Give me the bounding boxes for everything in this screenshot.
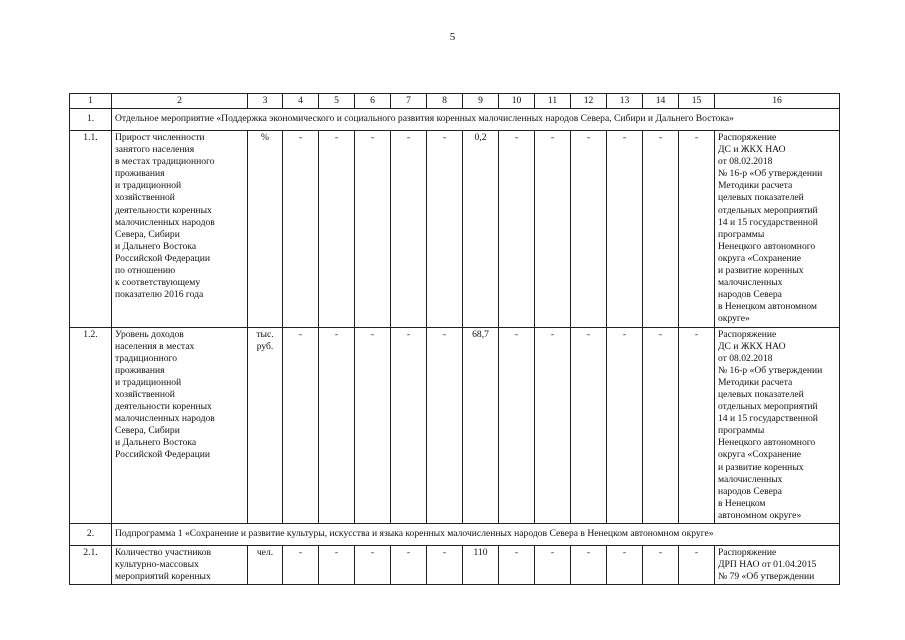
value-cell: -	[607, 546, 643, 585]
section-title: Подпрограмма 1 «Сохранение и развитие культуры, искусства и языка коренных малочисленных народов Севера в Ненецком автономном округе»	[112, 524, 840, 546]
row-number: 2.1.	[70, 546, 112, 585]
column-number: 13	[607, 94, 643, 109]
column-number: 6	[355, 94, 391, 109]
value-cell: -	[535, 546, 571, 585]
value-cell: -	[427, 546, 463, 585]
value-cell: -	[283, 131, 319, 328]
section-number: 2.	[70, 524, 112, 546]
value-cell: -	[571, 327, 607, 524]
value-cell: -	[499, 546, 535, 585]
table-row	[70, 546, 840, 585]
value-cell: -	[355, 131, 391, 328]
value-cell: 110	[463, 546, 499, 585]
value-cell: -	[643, 131, 679, 328]
column-number: 3	[248, 94, 283, 109]
value-cell: -	[499, 131, 535, 328]
value-cell: -	[535, 131, 571, 328]
table-row	[70, 327, 840, 524]
value-cell: 0,2	[463, 131, 499, 328]
value-cell: -	[571, 546, 607, 585]
value-cell: 68,7	[463, 327, 499, 524]
column-number: 1	[70, 94, 112, 109]
unit: %	[248, 131, 283, 328]
column-number: 14	[643, 94, 679, 109]
row-number: 1.1.	[70, 131, 112, 328]
column-number: 8	[427, 94, 463, 109]
column-number: 11	[535, 94, 571, 109]
column-number: 16	[715, 94, 840, 109]
column-number: 10	[499, 94, 535, 109]
column-number: 2	[112, 94, 248, 109]
value-cell: -	[607, 131, 643, 328]
page-number: 5	[449, 31, 456, 43]
value-cell: -	[319, 131, 355, 328]
indicator-name: Количество участников культурно-массовых мероприятий коренных	[112, 546, 248, 585]
section-title: Отдельное мероприятие «Поддержка экономического и социального развития коренных малочисленных народов Севера, Сибири и Дальнего Востока»	[112, 109, 840, 131]
indicator-name: Прирост численности занятого населения в местах традиционного проживания и традиционной хозяйственной деятельности коренных малочисленных народов Севера, Сибири и Дальнего Востока Российской Федерации по отношению к соответствующему показателю 2016 года	[112, 131, 248, 328]
table-row	[70, 131, 840, 328]
value-cell: -	[499, 327, 535, 524]
column-number: 15	[679, 94, 715, 109]
value-cell: -	[571, 131, 607, 328]
indicator-name: Уровень доходов населения в местах традиционного проживания и традиционной хозяйственной деятельности коренных малочисленных народов Севера, Сибири и Дальнего Востока Российской Федерации	[112, 327, 248, 524]
column-number: 4	[283, 94, 319, 109]
basis-document: Распоряжение ДС и ЖКХ НАО от 08.02.2018 № 16-р «Об утверждении Методики расчета целевых показателей отдельных мероприятий 14 и 15 государственной программы Ненецкого автономного округа «Сохранение и развитие коренных малочисленных народов Севера в Ненецком автономном округе»	[715, 131, 840, 328]
indicators-table	[69, 93, 840, 585]
value-cell: -	[679, 546, 715, 585]
value-cell: -	[427, 131, 463, 328]
column-number: 5	[319, 94, 355, 109]
value-cell: -	[391, 131, 427, 328]
value-cell: -	[283, 546, 319, 585]
row-number: 1.2.	[70, 327, 112, 524]
column-number: 9	[463, 94, 499, 109]
section-row	[70, 109, 840, 131]
column-number: 12	[571, 94, 607, 109]
value-cell: -	[679, 327, 715, 524]
value-cell: -	[679, 131, 715, 328]
value-cell: -	[607, 327, 643, 524]
value-cell: -	[643, 546, 679, 585]
value-cell: -	[643, 327, 679, 524]
unit: тыс. руб.	[248, 327, 283, 524]
basis-document: Распоряжение ДС и ЖКХ НАО от 08.02.2018 № 16-р «Об утверждении Методики расчета целевых показателей отдельных мероприятий 14 и 15 государственной программы Ненецкого автономного округа «Сохранение и развитие коренных малочисленных народов Севера в Ненецком автономном округе»	[715, 327, 840, 524]
value-cell: -	[427, 327, 463, 524]
value-cell: -	[355, 546, 391, 585]
section-row	[70, 524, 840, 546]
value-cell: -	[535, 327, 571, 524]
value-cell: -	[319, 546, 355, 585]
value-cell: -	[391, 546, 427, 585]
unit: чел.	[248, 546, 283, 585]
column-number: 7	[391, 94, 427, 109]
value-cell: -	[283, 327, 319, 524]
column-number-row	[70, 94, 840, 109]
value-cell: -	[355, 327, 391, 524]
section-number: 1.	[70, 109, 112, 131]
basis-document: Распоряжение ДРП НАО от 01.04.2015 № 79 «Об утверждении	[715, 546, 840, 585]
value-cell: -	[391, 327, 427, 524]
value-cell: -	[319, 327, 355, 524]
